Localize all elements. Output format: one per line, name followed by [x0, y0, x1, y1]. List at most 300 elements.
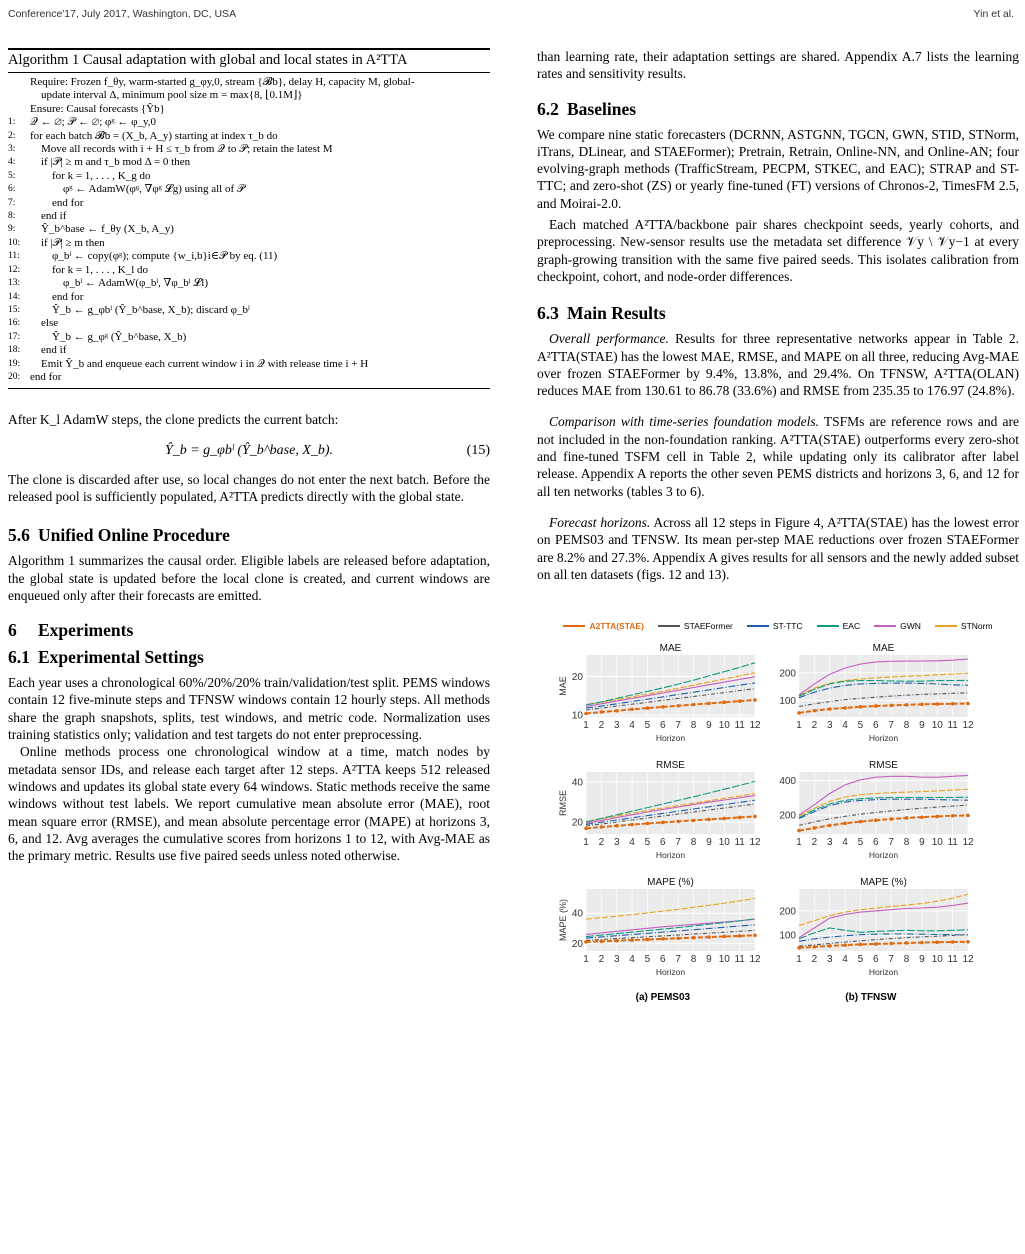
data-point: [584, 940, 588, 944]
x-tick-label: 4: [629, 837, 635, 849]
line-number: 3:: [8, 144, 16, 155]
chart-panel: [771, 873, 974, 981]
run-in-heading: Overall performance.: [549, 331, 669, 347]
line-number: 2:: [8, 130, 16, 141]
chart-panel-wrapper: [558, 639, 761, 752]
legend-item: [935, 621, 993, 631]
line-number: [8, 89, 30, 102]
data-point: [828, 824, 832, 828]
line-text: end if: [30, 210, 67, 223]
data-point: [753, 934, 757, 938]
x-tick-label: 2: [811, 954, 818, 966]
data-point: [920, 815, 924, 819]
running-header-right: Yin et al.: [973, 8, 1014, 20]
x-tick-label: 7: [675, 720, 681, 732]
x-tick-label: 12: [749, 720, 761, 732]
y-tick-label: 200: [779, 668, 796, 680]
line-text: Ensure: Causal forecasts {Ŷb}: [30, 102, 165, 115]
data-point: [646, 938, 650, 942]
legend-label: A2TTA(STAE): [589, 621, 644, 632]
line-number: 5:: [8, 170, 16, 181]
data-point: [889, 704, 893, 708]
x-tick-label: 1: [796, 837, 802, 849]
x-tick-label: 6: [873, 837, 879, 849]
line-number: 4:: [8, 157, 16, 168]
x-tick-label: 2: [598, 720, 605, 732]
y-axis-label: MAPE (%): [558, 899, 568, 942]
x-tick-label: 9: [706, 954, 712, 966]
chart-panel-wrapper: [771, 639, 974, 752]
y-tick-label: 20: [571, 817, 583, 829]
x-tick-label: 5: [644, 720, 651, 732]
data-point: [966, 814, 970, 818]
chart-panel-wrapper: [771, 756, 974, 869]
equation-15-number: (15): [466, 442, 490, 458]
legend-label: EAC: [842, 621, 861, 632]
data-point: [966, 702, 970, 706]
line-number: 13:: [8, 278, 21, 289]
run-in-heading: Forecast horizons.: [549, 514, 651, 530]
algorithm-line: [8, 291, 490, 304]
data-point: [813, 945, 817, 949]
line-text: Require: Frozen f_θy, warm-started g_φy,0, stream {𝓑b}, delay H, capacity M, global-: [30, 76, 415, 88]
data-point: [661, 937, 665, 941]
section-number: 6.2: [537, 98, 559, 119]
x-tick-label: 9: [919, 837, 925, 849]
data-point: [920, 941, 924, 945]
x-tick-label: 10: [931, 837, 943, 849]
data-point: [584, 827, 588, 831]
x-tick-label: 8: [903, 720, 910, 732]
algorithm-line: [8, 130, 490, 143]
data-point: [661, 821, 665, 825]
legend-item: [563, 621, 643, 631]
x-tick-label: 4: [629, 720, 635, 732]
paragraph-6-1-b: Online methods process one chronological window at a time, match nodes by metadata sensor IDs, and release each target after 12 steps. A²TTA keeps 512 released windows and updates its global state every 64 windows. Static methods receive the same windows without test labels. We report cumulative mean absolute error (MAE), root mean square error (RMSE), and mean absolute percentage error (MAPE) at horizons 3, 6, and 12. Avg averages the cumulative scores from horizons 1 to 12, with Avg-MAE as the primary metric. Results use five paired seeds unless noted otherwise.: [8, 744, 490, 864]
data-point: [722, 935, 726, 939]
chart-title: RMSE: [656, 760, 685, 772]
chart-title: MAE: [659, 643, 682, 655]
x-tick-label: 11: [947, 954, 958, 966]
line-text: else: [30, 317, 59, 330]
data-point: [753, 815, 757, 819]
x-tick-label: 10: [931, 720, 943, 732]
x-tick-label: 1: [583, 720, 589, 732]
data-point: [797, 829, 801, 833]
line-number: 12:: [8, 264, 21, 275]
data-point: [692, 936, 696, 940]
algorithm-line: [8, 76, 490, 89]
data-point: [951, 702, 955, 706]
data-point: [889, 817, 893, 821]
section-6-heading: [8, 620, 490, 641]
section-6-2-heading: [537, 99, 1019, 120]
data-point: [828, 707, 832, 711]
legend-item: [817, 621, 860, 631]
x-axis-label: Horizon: [655, 967, 686, 978]
right-column: [537, 48, 1019, 1003]
x-tick-label: 10: [718, 954, 730, 966]
algorithm-line: [8, 116, 490, 129]
x-tick-label: 12: [749, 837, 761, 849]
algorithm-line: [8, 156, 490, 169]
figure-panels: [558, 639, 1019, 986]
chart-panel-wrapper: [558, 756, 761, 869]
data-point: [905, 703, 909, 707]
x-tick-label: 4: [629, 954, 635, 966]
legend-label: GWN: [900, 621, 921, 632]
x-tick-label: 12: [962, 954, 974, 966]
x-tick-label: 2: [811, 720, 818, 732]
algorithm-line: [8, 344, 490, 357]
line-text: update interval Δ, minimum pool size m = max{8, ⌊0.1M⌋}: [30, 89, 303, 102]
x-tick-label: 8: [690, 720, 697, 732]
left-column: [8, 48, 490, 864]
line-number: 1:: [8, 117, 16, 128]
data-point: [615, 824, 619, 828]
data-point: [951, 814, 955, 818]
line-number: 15:: [8, 304, 21, 315]
x-tick-label: 9: [706, 837, 712, 849]
x-tick-label: 3: [826, 954, 833, 966]
data-point: [738, 816, 742, 820]
data-point: [813, 709, 817, 713]
line-number: 20:: [8, 371, 21, 382]
line-text: for k = 1, . . . , K_g do: [30, 169, 151, 182]
algorithm-line: [8, 197, 490, 210]
y-tick-label: 40: [571, 777, 583, 789]
plot-background: [586, 772, 755, 834]
paragraph-forecast-horizons: [537, 514, 1019, 583]
line-number: 18:: [8, 345, 21, 356]
paragraph-6-1-a: Each year uses a chronological 60%/20%/20% train/validation/test split. PEMS windows contain 12 five-minute steps and TFNSW windows contain 12 hourly steps. All methods share the graph snapshots, splits, test windows, and metric code. Normalization uses training statistics only; validation and test targets do not enter preprocessing.: [8, 675, 490, 743]
x-tick-label: 5: [857, 954, 864, 966]
data-point: [935, 941, 939, 945]
algorithm-line: [8, 331, 490, 344]
legend-swatch: [747, 625, 769, 627]
chart-panel: [771, 639, 974, 747]
line-number: 19:: [8, 358, 21, 369]
algorithm-lines: [8, 73, 490, 388]
line-text: Move all records with i + H ≤ τ_b from 𝒬 to 𝒫; retain the latest M: [30, 143, 333, 156]
x-tick-label: 5: [644, 837, 651, 849]
algorithm-line: [8, 371, 490, 384]
data-point: [615, 709, 619, 713]
x-tick-label: 6: [873, 720, 879, 732]
section-title: Unified Online Procedure: [38, 525, 230, 546]
x-tick-label: 3: [613, 720, 620, 732]
line-text: end for: [30, 196, 84, 209]
x-tick-label: 1: [583, 837, 589, 849]
data-point: [707, 935, 711, 939]
y-axis-label: MAE: [558, 676, 568, 696]
figure-subcaptions: [558, 992, 974, 1003]
data-point: [889, 942, 893, 946]
section-number: 6.1: [8, 647, 30, 668]
legend-swatch: [658, 625, 680, 627]
x-tick-label: 5: [857, 720, 864, 732]
line-text: φ_bˡ ← copy(φᵍ); compute {w_i,b}i∈𝒫 by eq. (11): [30, 250, 278, 263]
algorithm-box: [8, 48, 490, 389]
paragraph-5-6: Algorithm 1 summarizes the causal order. Eligible labels are released before adaptation, the global state is updated before the local clone is created, and current windows are enqueued only after their forecasts are emitted.: [8, 553, 490, 603]
y-tick-label: 40: [571, 908, 583, 920]
x-tick-label: 10: [718, 837, 730, 849]
line-number: [8, 76, 30, 89]
running-header-left: Conference'17, July 2017, Washington, DC, USA: [8, 8, 237, 20]
section-5-6-heading: [8, 525, 490, 546]
x-tick-label: 5: [644, 954, 651, 966]
data-point: [738, 934, 742, 938]
x-tick-label: 4: [842, 954, 848, 966]
y-tick-label: 100: [779, 696, 796, 708]
data-point: [859, 705, 863, 709]
chart-panel: [558, 756, 761, 864]
data-point: [600, 710, 604, 714]
x-tick-label: 11: [947, 837, 958, 849]
data-point: [813, 826, 817, 830]
line-text: for k = 1, . . . , K_l do: [30, 263, 149, 276]
algorithm-line: [8, 317, 490, 330]
x-tick-label: 12: [749, 954, 761, 966]
line-number: 6:: [8, 184, 16, 195]
figure-4: [537, 621, 1019, 1003]
data-point: [707, 702, 711, 706]
chart-title: MAPE (%): [647, 877, 694, 889]
y-tick-label: 20: [571, 671, 583, 683]
algorithm-line: [8, 210, 490, 223]
data-point: [797, 711, 801, 715]
data-point: [859, 820, 863, 824]
data-point: [951, 940, 955, 944]
data-point: [646, 706, 650, 710]
line-text: 𝒬 ← ∅; 𝒫 ← ∅; φᵍ ← φ_y,0: [30, 116, 157, 129]
line-text: end for: [30, 290, 84, 303]
chart-panel-wrapper: [558, 873, 761, 986]
algorithm-line: [8, 89, 490, 102]
x-tick-label: 6: [660, 954, 666, 966]
section-title: Baselines: [567, 98, 637, 119]
legend-swatch: [563, 625, 585, 627]
line-text: Ŷ_b^base ← f_θy (X_b, A_y): [30, 223, 174, 236]
line-number: 11:: [8, 251, 20, 262]
x-tick-label: 6: [873, 954, 879, 966]
section-number: 6: [8, 620, 17, 641]
data-point: [874, 942, 878, 946]
data-point: [966, 940, 970, 944]
data-point: [828, 944, 832, 948]
equation-15-body: Ŷ_b = g_φbˡ (Ŷ_b^base, X_b).: [164, 442, 334, 458]
algorithm-line: [8, 223, 490, 236]
chart-panel: [771, 756, 974, 864]
data-point: [843, 706, 847, 710]
line-text: if |𝒫| ≥ m and τ_b mod Δ = 0 then: [30, 156, 191, 169]
algorithm-line: [8, 277, 490, 290]
y-tick-label: 400: [779, 776, 796, 788]
algorithm-line: [8, 183, 490, 196]
data-point: [676, 937, 680, 941]
paragraph-top-right: than learning rate, their adaptation settings are shared. Appendix A.7 lists the learning rates and sensitivity results.: [537, 49, 1019, 82]
x-tick-label: 8: [690, 837, 697, 849]
line-number: [8, 103, 30, 116]
data-point: [874, 819, 878, 823]
paragraph-body: Results for three representative networks appear in Table 2. A²TTA(STAE) has the lowest MAE, RMSE, and MAPE on all three, reducing Avg-MAE over frozen STAEFormer by 9.4%, 13.8%, and 29.4%. On TFNSW, A²TTA(OLAN) reduces MAE from 130.61 to 86.78 (33.6%) and RMSE from 235.35 to 176.97 (24.8%).: [537, 331, 1019, 399]
data-point: [676, 704, 680, 708]
x-tick-label: 10: [718, 720, 730, 732]
chart-panel: [558, 873, 761, 981]
x-tick-label: 9: [919, 954, 925, 966]
x-tick-label: 10: [931, 954, 943, 966]
x-tick-label: 2: [598, 954, 605, 966]
data-point: [843, 822, 847, 826]
line-text: end if: [30, 344, 67, 357]
section-6-1-heading: [8, 647, 490, 668]
line-text: φ_bˡ ← AdamW(φ_bˡ, ∇φ_bˡ 𝓛l): [30, 277, 208, 290]
x-tick-label: 3: [826, 720, 833, 732]
data-point: [935, 815, 939, 819]
data-point: [692, 703, 696, 707]
section-title: Experimental Settings: [38, 647, 204, 668]
legend-item: [874, 621, 921, 631]
x-tick-label: 7: [675, 837, 681, 849]
algorithm-title: Algorithm 1 Causal adaptation with global and local states in A²TTA: [8, 50, 490, 73]
x-tick-label: 1: [796, 720, 802, 732]
data-point: [646, 822, 650, 826]
x-tick-label: 7: [888, 954, 894, 966]
section-number: 5.6: [8, 525, 30, 546]
x-tick-label: 8: [903, 954, 910, 966]
y-tick-label: 200: [779, 906, 796, 918]
x-tick-label: 4: [842, 837, 848, 849]
algorithm-line: [8, 237, 490, 250]
paragraph-overall-performance: [537, 330, 1019, 399]
x-tick-label: 2: [598, 837, 605, 849]
data-point: [600, 940, 604, 944]
line-text: for each batch 𝓑b = (X_b, A_y) starting at index τ_b do: [30, 129, 278, 142]
x-tick-label: 6: [660, 837, 666, 849]
line-number: 7:: [8, 197, 16, 208]
x-tick-label: 1: [583, 954, 589, 966]
data-point: [935, 702, 939, 706]
line-text: Emit Ŷ_b and enqueue each current window i in 𝒬 with release time i + H: [30, 357, 369, 370]
x-tick-label: 11: [734, 954, 745, 966]
chart-title: MAE: [872, 643, 895, 655]
run-in-heading: Comparison with time-series foundation models.: [549, 414, 819, 430]
x-tick-label: 11: [734, 720, 745, 732]
data-point: [843, 943, 847, 947]
algorithm-line: [8, 143, 490, 156]
x-tick-label: 8: [690, 954, 697, 966]
x-tick-label: 12: [962, 720, 974, 732]
x-tick-label: 7: [888, 720, 894, 732]
data-point: [584, 712, 588, 716]
algorithm-line: [8, 304, 490, 317]
y-tick-label: 20: [571, 939, 583, 951]
y-tick-label: 10: [571, 710, 583, 722]
legend-label: ST-TTC: [772, 621, 803, 632]
data-point: [738, 699, 742, 703]
paragraph-after-k: After K_l AdamW steps, the clone predicts the current batch:: [8, 412, 339, 428]
legend-swatch: [935, 625, 957, 627]
line-number: 17:: [8, 331, 21, 342]
x-tick-label: 3: [613, 954, 620, 966]
line-number: 10:: [8, 237, 21, 248]
paragraph-body: Across all 12 steps in Figure 4, A²TTA(STAE) has the lowest error on PEMS03 and TFNSW. Its mean per-step MAE reductions over frozen STAEFormer are 8.2% and 27.3%. Appendix A gives results for all sensors and the newly added subset on all ten datasets (figs. 12 and 13).: [537, 514, 1019, 582]
x-tick-label: 11: [947, 720, 958, 732]
chart-title: RMSE: [869, 760, 898, 772]
x-tick-label: 9: [919, 720, 925, 732]
figure-legend: [537, 621, 1019, 631]
x-axis-label: Horizon: [655, 733, 686, 744]
line-text: if |𝒫| ≥ m then: [30, 236, 105, 249]
y-axis-label: RMSE: [558, 790, 568, 817]
data-point: [753, 698, 757, 702]
data-point: [630, 708, 634, 712]
x-axis-label: Horizon: [868, 850, 899, 861]
subcaption-pems03: (a) PEMS03: [635, 992, 691, 1004]
data-point: [661, 705, 665, 709]
section-6-3-heading: [537, 303, 1019, 324]
paragraph-tsfm-comparison: [537, 413, 1019, 499]
x-tick-label: 5: [857, 837, 864, 849]
x-axis-label: Horizon: [868, 733, 899, 744]
x-tick-label: 3: [826, 837, 833, 849]
x-tick-label: 11: [734, 837, 745, 849]
x-tick-label: 2: [811, 837, 818, 849]
x-tick-label: 4: [842, 720, 848, 732]
line-text: Ŷ_b ← g_φbˡ (Ŷ_b^base, X_b); discard φ_bˡ: [30, 303, 250, 316]
data-point: [615, 939, 619, 943]
legend-swatch: [817, 625, 839, 627]
data-point: [797, 946, 801, 950]
legend-item: [747, 621, 803, 631]
legend-label: STAEFormer: [683, 621, 733, 632]
data-point: [920, 703, 924, 707]
x-axis-label: Horizon: [868, 967, 899, 978]
data-point: [707, 818, 711, 822]
section-number: 6.3: [537, 303, 559, 324]
x-tick-label: 7: [888, 837, 894, 849]
data-point: [722, 701, 726, 705]
algorithm-line: [8, 358, 490, 371]
data-point: [905, 816, 909, 820]
line-text: φᵍ ← AdamW(φᵍ, ∇φᵍ 𝓛g) using all of 𝒫: [30, 183, 245, 196]
chart-title: MAPE (%): [860, 877, 907, 889]
data-point: [859, 943, 863, 947]
algorithm-line: [8, 103, 490, 116]
algorithm-line: [8, 170, 490, 183]
chart-panel: [558, 639, 761, 747]
x-tick-label: 12: [962, 837, 974, 849]
x-tick-label: 9: [706, 720, 712, 732]
algorithm-line: [8, 250, 490, 263]
x-tick-label: 1: [796, 954, 802, 966]
section-title: Experiments: [38, 620, 134, 641]
algorithm-line: [8, 264, 490, 277]
paragraph-body: TSFMs are reference rows and are not included in the non-foundation ranking. A²TTA(STAE) outperforms every zero-shot and fine-tuned TSFM cell in Table 2, while updating only its calibrator after label release. Appendix A reports the other seven PEMS districts and horizons 3, 6, and 12 for all ten networks (tables 3 to 6).: [537, 414, 1020, 499]
line-text: Ŷ_b ← g_φᵍ (Ŷ_b^base, X_b): [30, 330, 187, 343]
line-number: 9:: [8, 224, 16, 235]
data-point: [630, 823, 634, 827]
legend-label: STNorm: [960, 621, 993, 632]
paragraph-6-2-a: We compare nine static forecasters (DCRNN, ASTGNN, TGCN, GWN, STID, STNorm, iTrans, DLinear, and STAEFormer); Pretrain, Retrain, Online-NN, and Online-AN; four evolving-graph methods (TrafficStream, PECPM, STKEC, and EAC); STRAP and ST-TTC; and zero-shot (ZS) or yearly fine-tuned (FT) versions of Chronos-2, TimesFM 2.5, and Moirai-2.0.: [537, 126, 1019, 211]
x-tick-label: 3: [613, 837, 620, 849]
x-tick-label: 7: [675, 954, 681, 966]
plot-background: [799, 772, 968, 834]
data-point: [600, 825, 604, 829]
legend-item: [658, 621, 733, 631]
data-point: [722, 817, 726, 821]
line-number: 14:: [8, 291, 21, 302]
